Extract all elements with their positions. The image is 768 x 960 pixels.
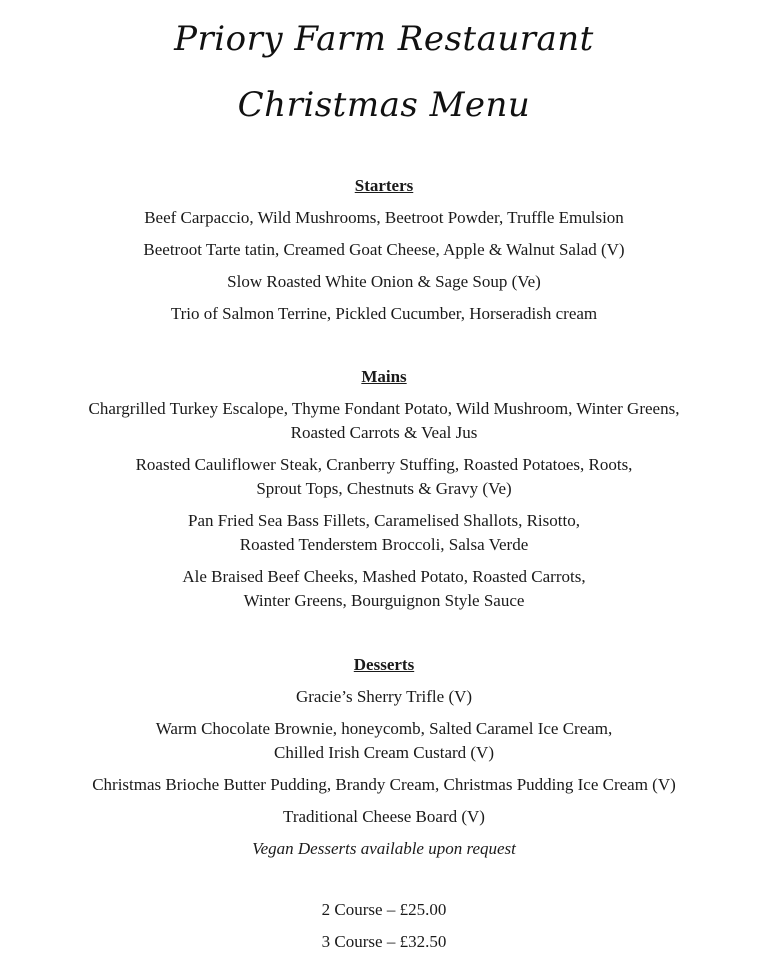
- dessert-item: [0, 685, 768, 709]
- dessert-item-line: Christmas Brioche Butter Pudding, Brandy Cream, Christmas Pudding Ice Cream (V): [92, 775, 676, 794]
- mains-heading: Mains: [361, 367, 407, 386]
- main-item: [0, 509, 768, 557]
- main-item-line: Winter Greens, Bourguignon Style Sauce: [243, 591, 525, 610]
- main-item-line: Sprout Tops, Chestnuts & Gravy (Ve): [256, 479, 512, 498]
- dessert-item-line: Chilled Irish Cream Custard (V): [273, 743, 494, 762]
- menu-title: Christmas Menu: [237, 85, 531, 125]
- dessert-item: [0, 805, 768, 829]
- two-course-price: 2 Course – £25.00: [321, 900, 447, 919]
- starter-item: Beetroot Tarte tatin, Creamed Goat Cheese, Apple & Walnut Salad (V): [143, 240, 625, 259]
- starter-item: Trio of Salmon Terrine, Pickled Cucumber, Horseradish cream: [170, 304, 598, 323]
- dessert-item-line: Traditional Cheese Board (V): [283, 807, 485, 826]
- main-item-line: Roasted Tenderstem Broccoli, Salsa Verde: [239, 535, 529, 554]
- main-item: [0, 565, 768, 613]
- three-course-price: 3 Course – £32.50: [321, 932, 447, 951]
- dessert-item-line: Warm Chocolate Brownie, honeycomb, Salted Caramel Ice Cream,: [155, 719, 613, 738]
- restaurant-name: Priory Farm Restaurant: [174, 19, 594, 59]
- starter-item: Slow Roasted White Onion & Sage Soup (Ve): [227, 272, 541, 291]
- dessert-item: [0, 773, 768, 797]
- main-item-line: Pan Fried Sea Bass Fillets, Caramelised Shallots, Risotto,: [188, 511, 580, 530]
- main-item-line: Roasted Cauliflower Steak, Cranberry Stuffing, Roasted Potatoes, Roots,: [135, 455, 633, 474]
- vegan-desserts-note: Vegan Desserts available upon request: [252, 839, 516, 858]
- desserts-heading: Desserts: [353, 655, 415, 674]
- starters-heading: Starters: [354, 176, 414, 195]
- main-item: [0, 397, 768, 445]
- dessert-item-line: Gracie’s Sherry Trifle (V): [295, 687, 473, 706]
- main-item: [0, 453, 768, 501]
- main-item-line: Roasted Carrots & Veal Jus: [290, 423, 478, 442]
- main-item-line: Ale Braised Beef Cheeks, Mashed Potato, Roasted Carrots,: [182, 567, 586, 586]
- main-item-line: Chargrilled Turkey Escalope, Thyme Fondant Potato, Wild Mushroom, Winter Greens,: [88, 399, 680, 418]
- dessert-item: [0, 717, 768, 765]
- starter-item: Beef Carpaccio, Wild Mushrooms, Beetroot Powder, Truffle Emulsion: [144, 208, 624, 227]
